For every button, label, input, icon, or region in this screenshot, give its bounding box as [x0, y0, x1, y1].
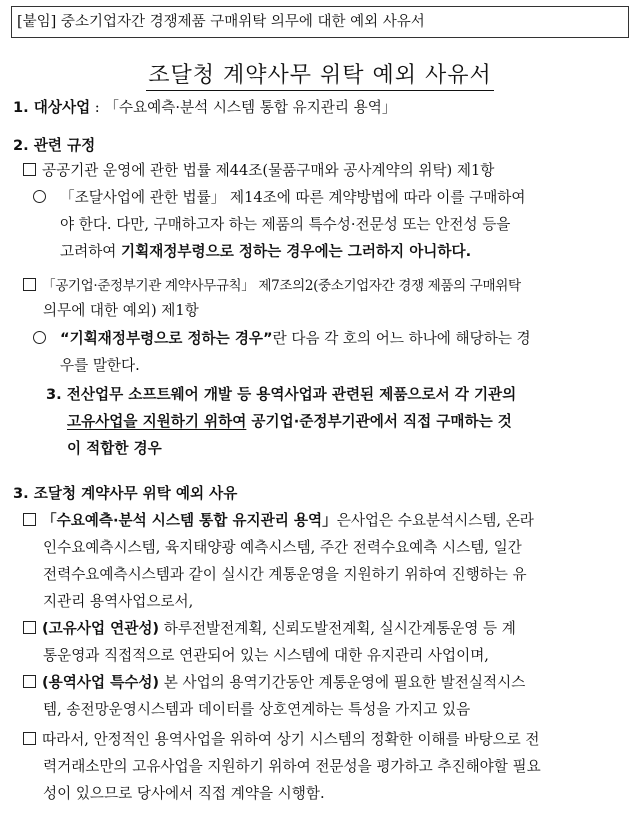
section2-p1	[23, 160, 494, 182]
section2-p5-l2-b: 공기업·준정부기관에서 직접 구매하는 것	[246, 413, 512, 430]
section3-c-l1-a: (용역사업 특수성)	[42, 674, 160, 691]
section1-heading: 1. 대상사업	[13, 99, 91, 116]
section2-p1-text: 공공기관 운영에 관한 법률 제44조(물품구매와 공사계약의 위탁) 제1항	[42, 162, 495, 179]
section3-d-l2: 력거래소만의 고유사업을 지원하기 위하여 전문성을 평가하고 추진해야할 필요	[43, 758, 541, 775]
section2-p2-l3	[60, 241, 471, 263]
checkbox-square-icon	[23, 278, 36, 291]
section3-b-l1-a: (고유사업 연관성)	[42, 620, 160, 637]
section2-p4-l1-b: 란 다음 각 호의 어느 하나에 해당하는 경	[272, 330, 531, 347]
section2-p4-l1	[33, 328, 531, 350]
checkbox-square-icon	[23, 621, 36, 634]
section2-p2-l2: 야 한다. 다만, 구매하고자 하는 제품의 특수성·전문성 또는 안전성 등을	[60, 216, 511, 233]
section3-d-l3: 성이 있으므로 당사에서 직접 계약을 시행함.	[43, 785, 325, 802]
section2-p4-l2: 우를 말한다.	[60, 357, 140, 374]
section2-p4-l1-a: “기획재정부령으로 정하는 경우”	[60, 330, 273, 347]
section2-p2-l1-text: 「조달사업에 관한 법률」 제14조에 따른 계약방법에 따라 이를 구매하여	[60, 189, 526, 206]
section3-a-l1-a: 「수요예측·분석 시스템 통합 유지관리 용역」	[42, 512, 337, 529]
section3-c-l1-b: 본 사업의 용역기간동안 계통운영에 필요한 발전실적시스	[159, 674, 526, 691]
section3-b-l1-b: 하루전발전계획, 신뢰도발전계획, 실시간계통운영 등 계	[159, 620, 516, 637]
section2-p5-l2-a: 고유사업을 지원하기 위하여	[67, 413, 247, 430]
section2-p3-l2: 의무에 대한 예외) 제1항	[43, 302, 199, 319]
attachment-header-box	[11, 6, 629, 38]
section2-p5-l2	[67, 411, 512, 433]
document-title: 조달청 계약사무 위탁 예외 사유서	[146, 63, 494, 91]
section2-p2-l3-a: 고려하여	[60, 243, 122, 260]
section2-p5-l3: 이 적합한 경우	[67, 440, 162, 457]
section2-heading: 2. 관련 규정	[13, 137, 96, 154]
section3-b-l2: 통운영과 직접적으로 연관되어 있는 시스템에 대한 유지관리 사업이며,	[43, 647, 489, 664]
section3-d-l1	[23, 729, 540, 751]
section3-c-l2: 템, 송전망운영시스템과 데이터를 상호연계하는 특성을 가지고 있음	[43, 701, 471, 718]
section2-p2-l3-b: 기획재정부령으로 정하는 경우에는 그러하지 아니하다.	[121, 243, 472, 260]
section2-p5-l1: 3. 전산업무 소프트웨어 개발 등 용역사업과 관련된 제품으로서 각 기관의	[46, 386, 517, 403]
checkbox-square-icon	[23, 513, 36, 526]
section2-p2-l1	[33, 187, 526, 209]
section3-a-l1	[23, 510, 534, 532]
section3-a-l3: 전력수요예측시스템과 같이 실시간 계통운영을 지원하기 위하여 진행하는 유	[43, 566, 527, 583]
section3-c-l1	[23, 672, 525, 694]
section3-a-l4: 지관리 용역사업으로서,	[43, 593, 194, 610]
section2-p3-l1	[23, 275, 521, 297]
checkbox-square-icon	[23, 163, 36, 176]
circle-bullet-icon	[33, 331, 46, 344]
section1-line	[13, 97, 396, 119]
section3-a-l2: 인수요예측시스템, 육지태양광 예측시스템, 주간 전력수요예측 시스템, 일간	[43, 539, 522, 556]
circle-bullet-icon	[33, 190, 46, 203]
section1-value: : 「수요예측·분석 시스템 통합 유지관리 용역」	[90, 99, 397, 116]
section3-b-l1	[23, 618, 516, 640]
attachment-label: [붙임] 중소기업자간 경쟁제품 구매위탁 의무에 대한 예외 사유서	[17, 14, 425, 30]
section2-p3-l1-text: 「공기업·준정부기관 계약사무규칙」 제7조의2(중소기업자간 경쟁 제품의 구매위탁	[42, 278, 521, 294]
checkbox-square-icon	[23, 732, 36, 745]
section3-d-l1-text: 따라서, 안정적인 용역사업을 위하여 상기 시스템의 정확한 이해를 바탕으로 전	[42, 731, 540, 748]
checkbox-square-icon	[23, 675, 36, 688]
document-title-wrap	[0, 58, 640, 89]
section3-a-l1-b: 은사업은 수요분석시스템, 온라	[336, 512, 534, 529]
section3-heading: 3. 조달청 계약사무 위탁 예외 사유	[13, 485, 238, 502]
